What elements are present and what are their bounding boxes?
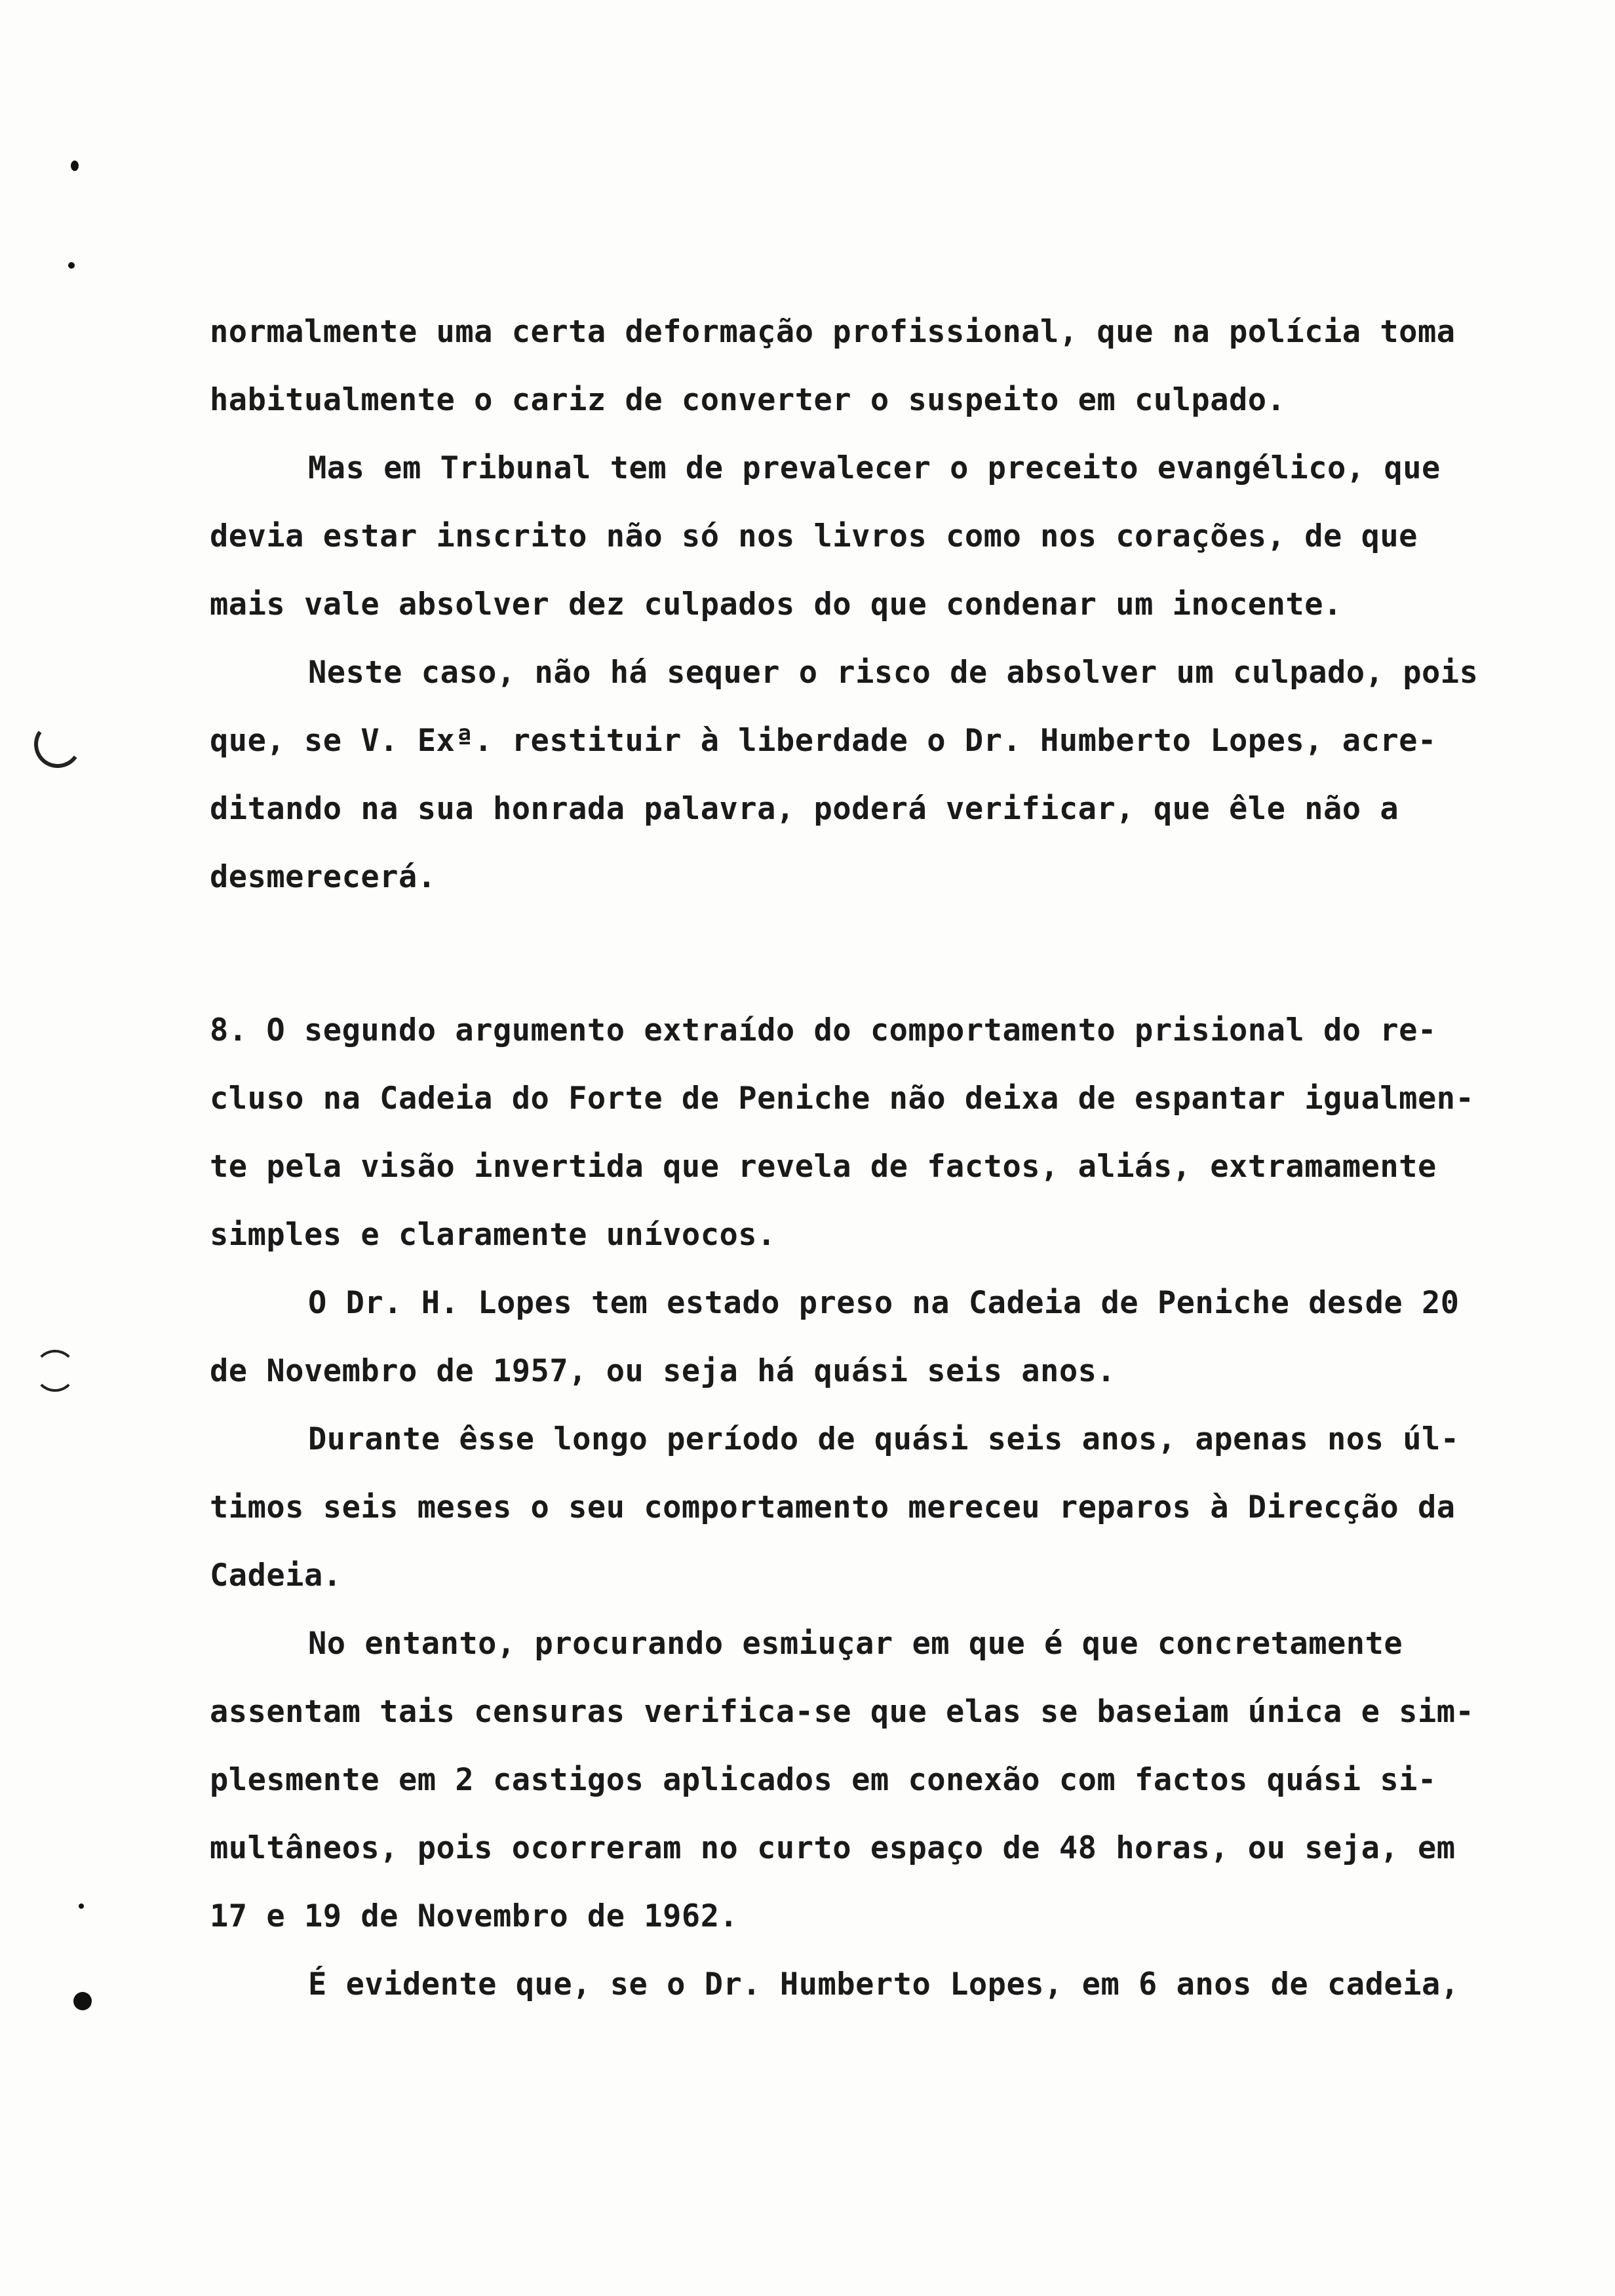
letter-body [210, 298, 1514, 2019]
text-line: te pela visão invertida que revela de factos, aliás, extramamente [210, 1149, 1437, 1185]
text-line: mais vale absolver dez culpados do que condenar um inocente. [210, 586, 1342, 622]
text-line: 8. O segundo argumento extraído do comportamento prisional do re- [210, 1012, 1437, 1048]
text-line: normalmente uma certa deformação profissional, que na polícia toma [210, 314, 1456, 350]
text-line: No entanto, procurando esmiuçar em que é que concretamente [308, 1626, 1403, 1662]
margin-speck [71, 161, 79, 171]
margin-punch-mark [34, 1350, 76, 1392]
text-line: habitualmente o cariz de converter o suspeito em culpado. [210, 382, 1286, 418]
text-line: multâneos, pois ocorreram no curto espaço de 48 horas, ou seja, em [210, 1830, 1456, 1866]
margin-speck [73, 1992, 92, 2010]
text-line: Mas em Tribunal tem de prevalecer o preceito evangélico, que [308, 450, 1441, 486]
margin-punch-mark [30, 717, 85, 771]
text-line: plesmente em 2 castigos aplicados em conexão com factos quási si- [210, 1762, 1437, 1798]
text-line: desmerecerá. [210, 859, 437, 895]
margin-speck [79, 1904, 84, 1909]
margin-speck [68, 262, 75, 269]
text-line: Durante êsse longo período de quási seis anos, apenas nos úl- [308, 1421, 1460, 1457]
text-line: ditando na sua honrada palavra, poderá verificar, que êle não a [210, 791, 1399, 827]
section-gap [210, 911, 1514, 997]
text-line: simples e claramente unívocos. [210, 1217, 776, 1253]
text-line: O Dr. H. Lopes tem estado preso na Cadeia de Peniche desde 20 [308, 1285, 1460, 1321]
text-line: É evidente que, se o Dr. Humberto Lopes, em 6 anos de cadeia, [308, 1966, 1460, 2002]
text-line: Neste caso, não há sequer o risco de absolver um culpado, pois [308, 655, 1479, 691]
text-line: que, se V. Exª. restituir à liberdade o Dr. Humberto Lopes, acre- [210, 723, 1437, 759]
text-line: timos seis meses o seu comportamento mereceu reparos à Direcção da [210, 1489, 1456, 1525]
text-line: Cadeia. [210, 1558, 342, 1594]
text-line: cluso na Cadeia do Forte de Peniche não deixa de espantar igualmen- [210, 1081, 1475, 1117]
text-line: assentam tais censuras verifica-se que elas se baseiam única e sim- [210, 1694, 1475, 1730]
text-line: 17 e 19 de Novembro de 1962. [210, 1898, 739, 1934]
text-line: devia estar inscrito não só nos livros como nos corações, de que [210, 518, 1418, 554]
text-line: de Novembro de 1957, ou seja há quási seis anos. [210, 1353, 1116, 1389]
